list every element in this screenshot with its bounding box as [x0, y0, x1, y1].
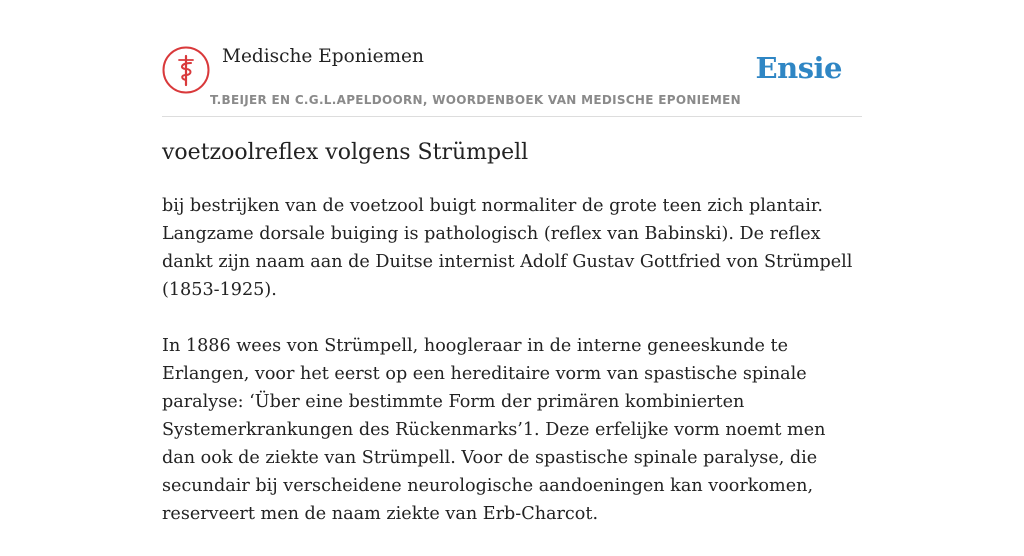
entry-paragraph: In 1886 wees von Strümpell, hoogleraar in de interne geneeskunde te Erlangen, voor het eerst op een hereditaire vorm van spastische spinale paralyse: ‘Über eine bestimmte Form der primären kombinierten Systemerkrankungen des Rückenmarks’1. Deze erfelijke vorm noemt men dan ook de ziekte van Strümpell. Voor de spastische spinale paralyse, die secundair bij verscheidene neurologische aandoeningen kan voorkomen, reserveert men de naam ziekte van Erb-Charcot.	[162, 336, 826, 524]
entry-paragraph: bij bestrijken van de voetzool buigt normaliter de grote teen zich plantair. Langzame dorsale buiging is pathologisch (reflex van Babinski). De reflex dankt zijn naam aan de Duitse internist Adolf Gustav Gottfried von Strümpell (1853-1925).	[162, 196, 853, 300]
source-header	[162, 0, 862, 117]
brand-logo[interactable]: Ensie	[755, 51, 842, 85]
rod-of-asclepius-icon[interactable]	[162, 46, 210, 94]
source-subtitle: T.BEIJER EN C.G.L.APELDOORN, WOORDENBOEK VAN MEDISCHE EPONIEMEN	[210, 93, 742, 107]
page-content	[162, 0, 862, 524]
entry-body	[162, 192, 862, 556]
source-title[interactable]: Medische Eponiemen	[222, 46, 424, 67]
entry-title: voetzoolreflex volgens Strümpell	[162, 140, 529, 165]
